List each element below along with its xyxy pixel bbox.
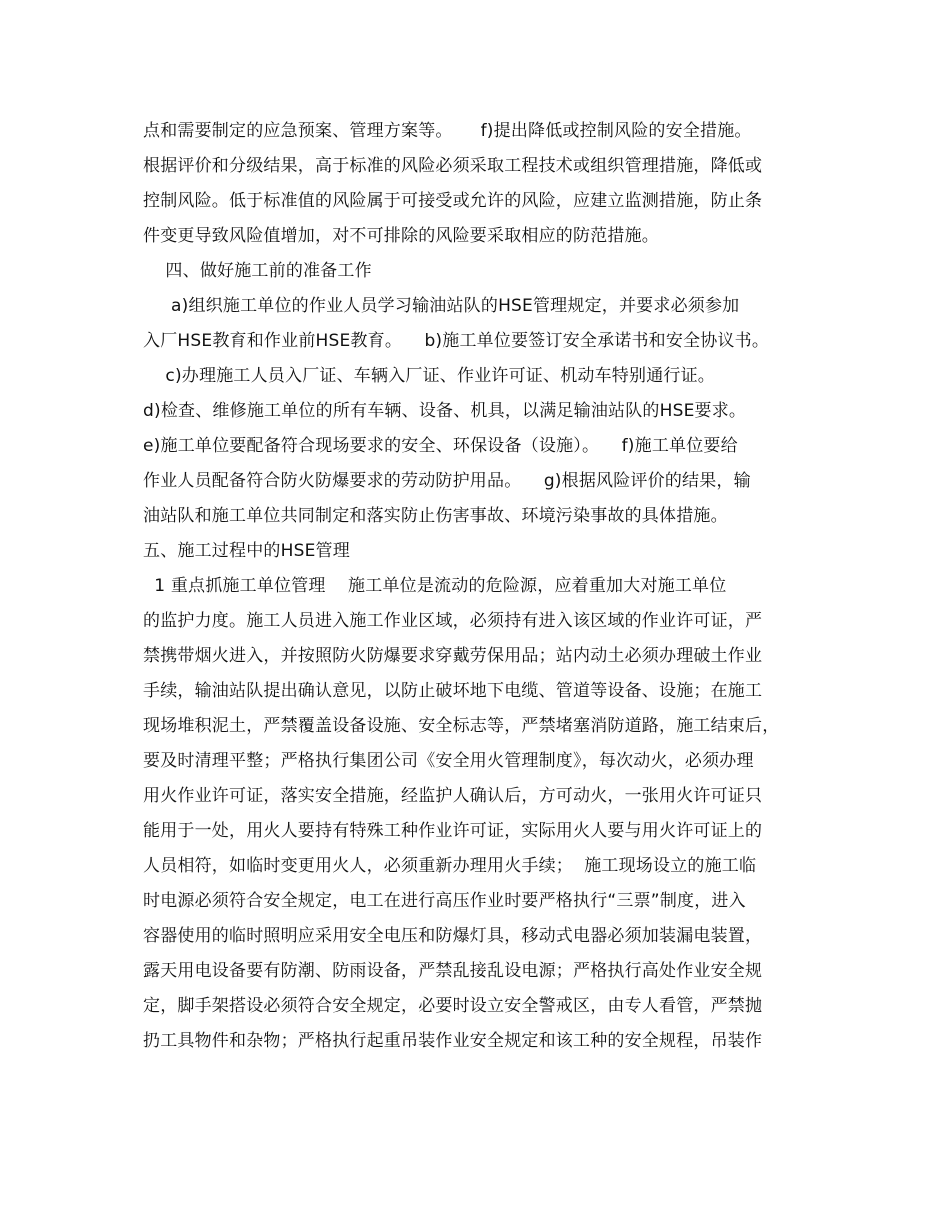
text-line: d)检查、维修施工单位的所有车辆、设备、机具，以满足输油站队的HSE要求。 <box>143 401 747 421</box>
text-line: 能用于一处，用火人要持有特殊工种作业许可证，实际用火人要与用火许可证上的 <box>143 821 763 841</box>
text-line: 控制风险。低于标准值的风险属于可接受或允许的风险，应建立监测措施，防止条 <box>143 191 763 211</box>
text-line: 的监护力度。施工人员进入施工作业区域，必须持有进入该区域的作业许可证，严 <box>143 611 763 631</box>
text-line: 件变更导致风险值增加，对不可排除的风险要采取相应的防范措施。 <box>143 226 659 246</box>
text-line: c)办理施工人员入厂证、车辆入厂证、作业许可证、机动车特别通行证。 <box>143 366 715 386</box>
text-line: 作业人员配备符合防火防爆要求的劳动防护用品。 g)根据风险评价的结果，输 <box>143 471 751 491</box>
text-line: 现场堆积泥土，严禁覆盖设备设施、安全标志等，严禁堵塞消防道路，施工结束后， <box>143 716 780 736</box>
text-line: 油站队和施工单位共同制定和落实防止伤害事故、环境污染事故的具体措施。 <box>143 506 728 526</box>
text-line: 时电源必须符合安全规定，电工在进行高压作业时要严格执行“三票”制度，进入 <box>143 891 746 911</box>
text-line: 禁携带烟火进入，并按照防火防爆要求穿戴劳保用品；站内动土必须办理破土作业 <box>143 646 763 666</box>
text-line: 定，脚手架搭设必须符合安全规定，必要时设立安全警戒区，由专人看管，严禁抛 <box>143 996 763 1016</box>
section-heading: 五、施工过程中的HSE管理 <box>143 541 350 561</box>
text-line: 入厂HSE教育和作业前HSE教育。 b)施工单位要签订安全承诺书和安全协议书。 <box>143 331 770 351</box>
text-line: 点和需要制定的应急预案、管理方案等。 f)提出降低或控制风险的安全措施。 <box>143 121 752 141</box>
section-heading: 四、做好施工前的准备工作 <box>143 261 372 281</box>
text-line: 扔工具物件和杂物；严格执行起重吊装作业安全规定和该工种的安全规程，吊装作 <box>143 1031 763 1051</box>
text-line: e)施工单位要配备符合现场要求的安全、环保设备（设施）。 f)施工单位要给 <box>143 436 738 456</box>
text-line: a)组织施工单位的作业人员学习输油站队的HSE管理规定，并要求必须参加 <box>143 296 740 316</box>
text-line: 要及时清理平整；严格执行集团公司《安全用火管理制度》，每次动火，必须办理 <box>143 751 754 771</box>
text-line: 手续，输油站队提出确认意见，以防止破坏地下电缆、管道等设备、设施；在施工 <box>143 681 763 701</box>
text-line: 用火作业许可证，落实安全措施，经监护人确认后，方可动火，一张用火许可证只 <box>143 786 763 806</box>
text-line: 根据评价和分级结果，高于标准的风险必须采取工程技术或组织管理措施，降低或 <box>143 156 763 176</box>
text-line: 人员相符，如临时变更用火人，必须重新办理用火手续； 施工现场设立的施工临 <box>143 856 757 876</box>
text-line: 容器使用的临时照明应采用安全电压和防爆灯具，移动式电器必须加装漏电装置， <box>143 926 763 946</box>
text-line: 露天用电设备要有防潮、防雨设备，严禁乱接乱设电源；严格执行高处作业安全规 <box>143 961 763 981</box>
text-line: 1 重点抓施工单位管理 施工单位是流动的危险源，应着重加大对施工单位 <box>143 576 727 596</box>
